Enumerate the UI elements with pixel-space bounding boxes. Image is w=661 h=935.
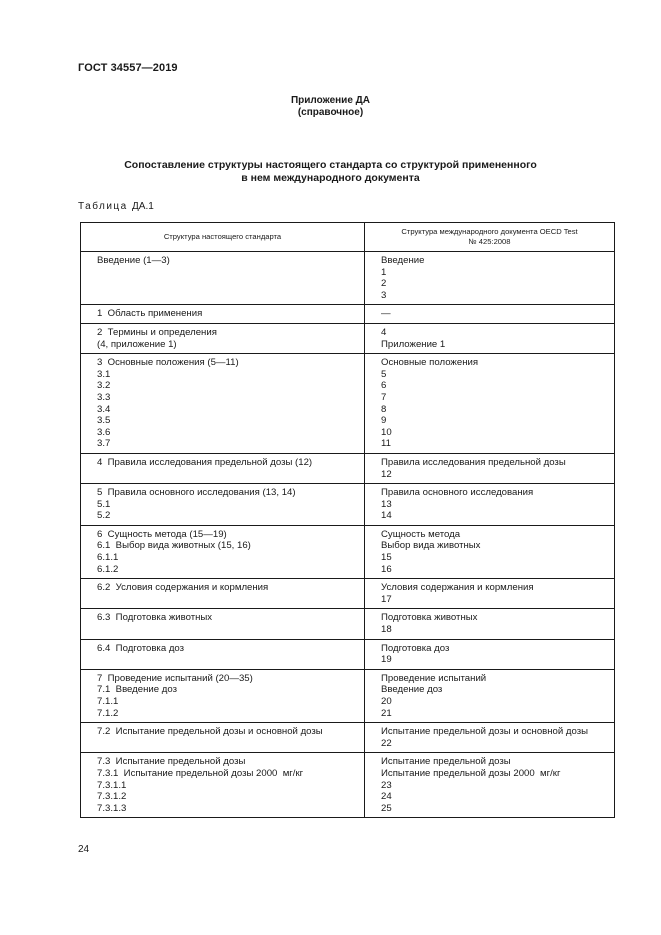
table-row [81, 323, 615, 353]
cell-international-structure [365, 609, 615, 639]
cell-line: 3.5 [97, 415, 111, 427]
table-row [81, 753, 615, 818]
cell-line: 3.2 [97, 380, 111, 392]
cell-line: Выбор вида животных [381, 540, 481, 552]
cell-international-structure [365, 579, 615, 609]
cell-line: 15 [381, 552, 392, 564]
table-caption-prefix: Таблица [78, 201, 128, 212]
table-row [81, 484, 615, 526]
cell-line: Сущность метода [381, 528, 461, 540]
cell-line: Подготовка животных [381, 612, 478, 624]
cell-line: 5.2 [97, 510, 111, 522]
cell-line: (4, приложение 1) [97, 338, 177, 350]
cell-international-structure [365, 723, 615, 753]
comparison-table [80, 222, 615, 818]
header-cell-national-structure: Структура настоящего стандарта [81, 223, 365, 252]
cell-line: Введение (1—3) [97, 255, 170, 266]
cell-line: Правила исследования предельной дозы [381, 456, 566, 468]
cell-line: 14 [381, 510, 392, 522]
cell-line: 7.3.1.3 [97, 802, 127, 814]
cell-line: 6.1 Выбор вида животных (15, 16) [97, 540, 251, 552]
cell-line: 6 Сущность метода (15—19) [97, 528, 227, 540]
table-row [81, 305, 615, 324]
cell-line: 7.2 Испытание предельной дозы и основной дозы [97, 726, 323, 738]
table-row [81, 525, 615, 578]
table-row [81, 669, 615, 722]
cell-line: 7.1 Введение доз [97, 684, 177, 696]
table-row [81, 453, 615, 483]
cell-line: 3.4 [97, 403, 111, 415]
cell-line: 5 [381, 368, 387, 380]
cell-line: 7.1.2 [97, 707, 119, 719]
cell-line: 5 Правила основного исследования (13, 14) [97, 487, 296, 499]
cell-line: 3 Основные положения (5—11) [97, 357, 239, 369]
cell-line: 6 [381, 380, 387, 392]
cell-line: 10 [381, 426, 392, 438]
cell-line: 7.3.1.1 [97, 779, 127, 791]
cell-line: Испытание предельной дозы и основной дозы [381, 726, 589, 738]
cell-international-structure [365, 639, 615, 669]
cell-national-structure [81, 525, 365, 578]
cell-line: 1 Область применения [97, 308, 203, 320]
cell-national-structure [81, 669, 365, 722]
cell-national-structure [81, 723, 365, 753]
cell-line: 12 [381, 468, 392, 480]
cell-international-structure [365, 323, 615, 353]
document-title [0, 159, 661, 185]
cell-line: Проведение испытаний [381, 672, 487, 684]
cell-national-structure [81, 305, 365, 324]
table-row [81, 579, 615, 609]
cell-line: Подготовка доз [381, 642, 450, 654]
cell-line: 20 [381, 696, 392, 707]
header-cell-international-structure [365, 223, 615, 252]
cell-national-structure [81, 252, 365, 305]
header-right-line-1: Структура международного документа OECD Test [401, 227, 578, 236]
cell-national-structure [81, 453, 365, 483]
cell-national-structure [81, 354, 365, 454]
cell-line: 7.1.1 [97, 696, 119, 707]
standard-code: ГОСТ 34557—2019 [78, 62, 178, 74]
cell-line: 3.7 [97, 438, 111, 450]
cell-line: 7.3.1.2 [97, 791, 127, 803]
cell-line: 7 [381, 391, 387, 403]
cell-line: — [381, 308, 391, 320]
cell-international-structure [365, 305, 615, 324]
cell-line: 6.1.2 [97, 563, 119, 575]
cell-line: 6.3 Подготовка животных [97, 612, 213, 624]
cell-international-structure [365, 525, 615, 578]
table-row [81, 639, 615, 669]
annex-subtitle: (справочное) [297, 107, 364, 118]
cell-line: 4 Правила исследования предельной дозы (12) [97, 456, 313, 468]
cell-line: 2 Термины и определения [97, 326, 217, 338]
cell-national-structure [81, 609, 365, 639]
cell-international-structure [365, 484, 615, 526]
cell-line: 3 [381, 289, 387, 301]
cell-line: 3.1 [97, 368, 111, 380]
cell-line: Введение [381, 255, 425, 266]
header-right-line-2: № 425:2008 [468, 237, 511, 246]
table-row [81, 609, 615, 639]
cell-international-structure [365, 252, 615, 305]
cell-line: 11 [381, 438, 391, 450]
cell-line: 7.3 Испытание предельной дозы [97, 756, 246, 768]
annex-title: Приложение ДА [290, 95, 371, 106]
cell-international-structure [365, 669, 615, 722]
table-caption [78, 201, 154, 212]
cell-line: 25 [381, 802, 392, 814]
cell-line: 1 [381, 266, 387, 278]
annex-heading [0, 95, 661, 119]
cell-line: Правила основного исследования [381, 487, 534, 499]
cell-line: 16 [381, 563, 392, 575]
cell-line: 9 [381, 415, 387, 427]
table-caption-number: ДА.1 [132, 201, 154, 212]
cell-line: 6.4 Подготовка доз [97, 642, 185, 654]
document-title-line-2: в нем международного документа [241, 172, 420, 184]
table-body [81, 252, 615, 818]
cell-line: Испытание предельной дозы 2000 мг/кг [381, 767, 561, 779]
table-row [81, 723, 615, 753]
cell-national-structure [81, 753, 365, 818]
cell-national-structure [81, 484, 365, 526]
table-header-row [81, 223, 615, 252]
table-row [81, 354, 615, 454]
cell-line: 22 [381, 737, 392, 749]
document-title-line-1: Сопоставление структуры настоящего стандарта со структурой примененного [124, 159, 537, 171]
cell-line: 18 [381, 624, 392, 636]
cell-line: 13 [381, 498, 392, 510]
cell-line: 7.3.1 Испытание предельной дозы 2000 мг/кг [97, 767, 304, 779]
cell-line: 2 [381, 278, 387, 290]
cell-line: 24 [381, 791, 392, 803]
cell-line: Приложение 1 [381, 338, 446, 350]
cell-line: 6.1.1 [97, 552, 119, 564]
cell-line: 17 [381, 593, 392, 605]
cell-national-structure [81, 579, 365, 609]
cell-line: Условия содержания и кормления [381, 582, 534, 594]
cell-line: Основные положения [381, 357, 479, 369]
cell-line: 4 [381, 326, 387, 338]
table-row [81, 252, 615, 305]
page-number: 24 [78, 844, 90, 855]
cell-line: 7 Проведение испытаний (20—35) [97, 672, 253, 684]
cell-international-structure [365, 753, 615, 818]
cell-line: 6.2 Условия содержания и кормления [97, 582, 269, 594]
cell-national-structure [81, 639, 365, 669]
cell-line: Введение доз [381, 684, 443, 696]
cell-line: 3.3 [97, 391, 111, 403]
cell-line: 5.1 [97, 498, 111, 510]
cell-line: 21 [381, 707, 392, 719]
cell-international-structure [365, 453, 615, 483]
cell-line: 8 [381, 403, 387, 415]
cell-international-structure [365, 354, 615, 454]
cell-line: 19 [381, 654, 392, 666]
cell-line: 23 [381, 779, 392, 791]
cell-line: Испытание предельной дозы [381, 756, 511, 768]
cell-line: 3.6 [97, 426, 111, 438]
cell-national-structure [81, 323, 365, 353]
